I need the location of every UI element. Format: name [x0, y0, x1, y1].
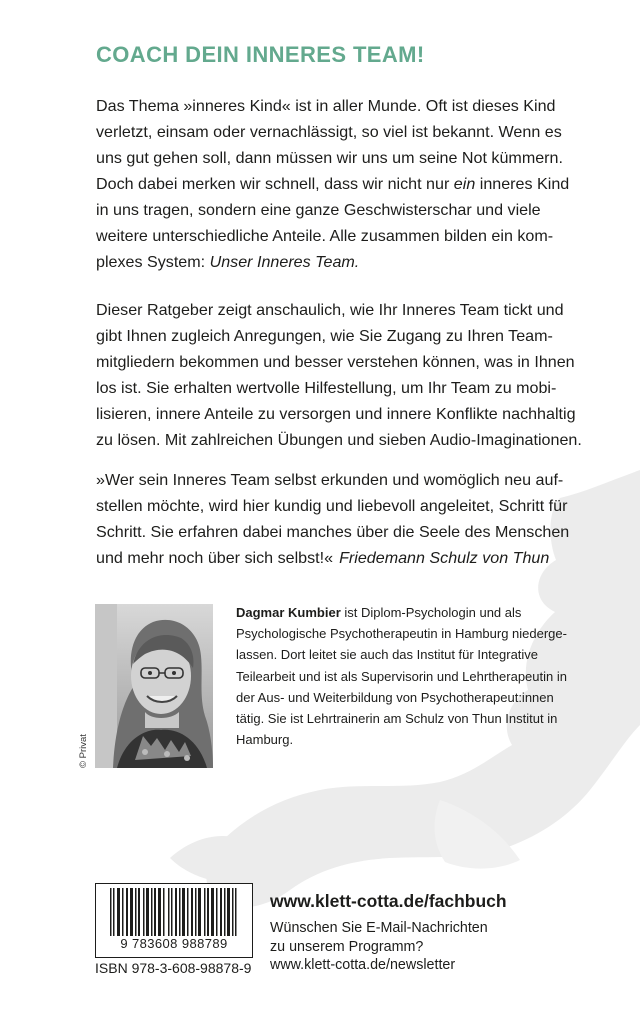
- text-line: [96, 545, 569, 571]
- text-line: [236, 602, 567, 623]
- text-line: Hamburg.: [236, 732, 294, 748]
- text-line: Das Thema »inneres Kind« ist in aller Munde. Oft ist dieses Kind: [96, 97, 556, 115]
- website-link[interactable]: www.klett-cotta.de/fachbuch: [270, 891, 507, 911]
- heading: COACH DEIN INNERES TEAM!: [96, 42, 425, 67]
- text-line: lassen. Dort leitet sie auch das Institut für Integrative: [236, 647, 539, 663]
- text-line: »Wer sein Inneres Team selbst erkunden und womöglich neu auf-: [96, 471, 564, 489]
- text-segment: und mehr noch über sich selbst!«: [96, 549, 334, 567]
- text-line: in uns tragen, sondern eine ganze Geschwisterschar und viele: [96, 201, 541, 219]
- photo-credit: © Privat: [78, 734, 89, 768]
- text-line: zu unserem Programm?: [270, 938, 424, 955]
- author-photo: [95, 604, 213, 768]
- text-line: [96, 171, 569, 197]
- emphasis-inner-team: Unser Inneres Team.: [209, 253, 360, 271]
- author-name: Dagmar Kumbier: [236, 605, 341, 620]
- text-segment: inneres Kind: [475, 175, 570, 193]
- text-segment: ist Diplom-Psychologin und als: [340, 605, 522, 620]
- barcode-digits: 9 783608 988789: [100, 936, 248, 952]
- author-bio: [236, 602, 567, 750]
- text-line: Schritt. Sie erfahren dabei manches über die Seele des Menschen: [96, 523, 570, 541]
- text-line: Teilearbeit und ist als Supervisorin und Lehrtherapeutin in: [236, 668, 567, 684]
- text-line: uns gut gehen soll, dann müssen wir uns um seine Not kümmern.: [96, 149, 563, 167]
- text-line: mitgliedern bekommen und besser verstehen können, was in Ihnen: [96, 353, 575, 371]
- newsletter-info: [270, 919, 488, 975]
- text-line: lisieren, innere Anteile zu versorgen und innere Konflikte nachhaltig: [96, 405, 576, 423]
- emphasis-ein: ein: [453, 175, 476, 193]
- text-line: Psychologische Psychotherapeutin in Hamburg niederge-: [236, 626, 567, 642]
- text-line: stellen möchte, wird hier kundig und liebevoll angeleitet, Schritt für: [96, 497, 568, 515]
- isbn: ISBN 978-3-608-98878-9: [95, 960, 252, 976]
- barcode: [95, 883, 253, 958]
- intro-paragraph: [96, 93, 569, 275]
- text-segment: plexes System:: [96, 253, 210, 271]
- text-line: Wünschen Sie E-Mail-Nachrichten: [270, 920, 488, 936]
- text-line: tätig. Sie ist Lehrtrainerin am Schulz von Thun Institut in: [236, 711, 558, 727]
- text-line: los ist. Sie erhalten wertvolle Hilfestellung, um Ihr Team zu mobi-: [96, 379, 557, 397]
- quote-attribution: Friedemann Schulz von Thun: [339, 549, 550, 567]
- text-line: [96, 249, 569, 275]
- text-line: zu lösen. Mit zahlreichen Übungen und sieben Audio-Imaginationen.: [96, 431, 582, 449]
- text-line: der Aus- und Weiterbildung von Psychotherapeut:innen: [236, 689, 554, 705]
- newsletter-link[interactable]: www.klett-cotta.de/newsletter: [270, 957, 456, 973]
- text-segment: Doch dabei merken wir schnell, dass wir nicht nur: [96, 175, 454, 193]
- text-line: weitere unterschiedliche Anteile. Alle zusammen bilden ein kom-: [96, 227, 554, 245]
- quote-paragraph: [96, 467, 569, 571]
- text-line: verletzt, einsam oder vernachlässigt, so viel ist bekannt. Wenn es: [96, 123, 562, 141]
- text-line: gibt Ihnen zugleich Anregungen, wie Sie Zugang zu Ihren Team-: [96, 327, 553, 345]
- text-line: Dieser Ratgeber zeigt anschaulich, wie Ihr Inneres Team tickt und: [96, 301, 564, 319]
- description-paragraph: [96, 297, 582, 453]
